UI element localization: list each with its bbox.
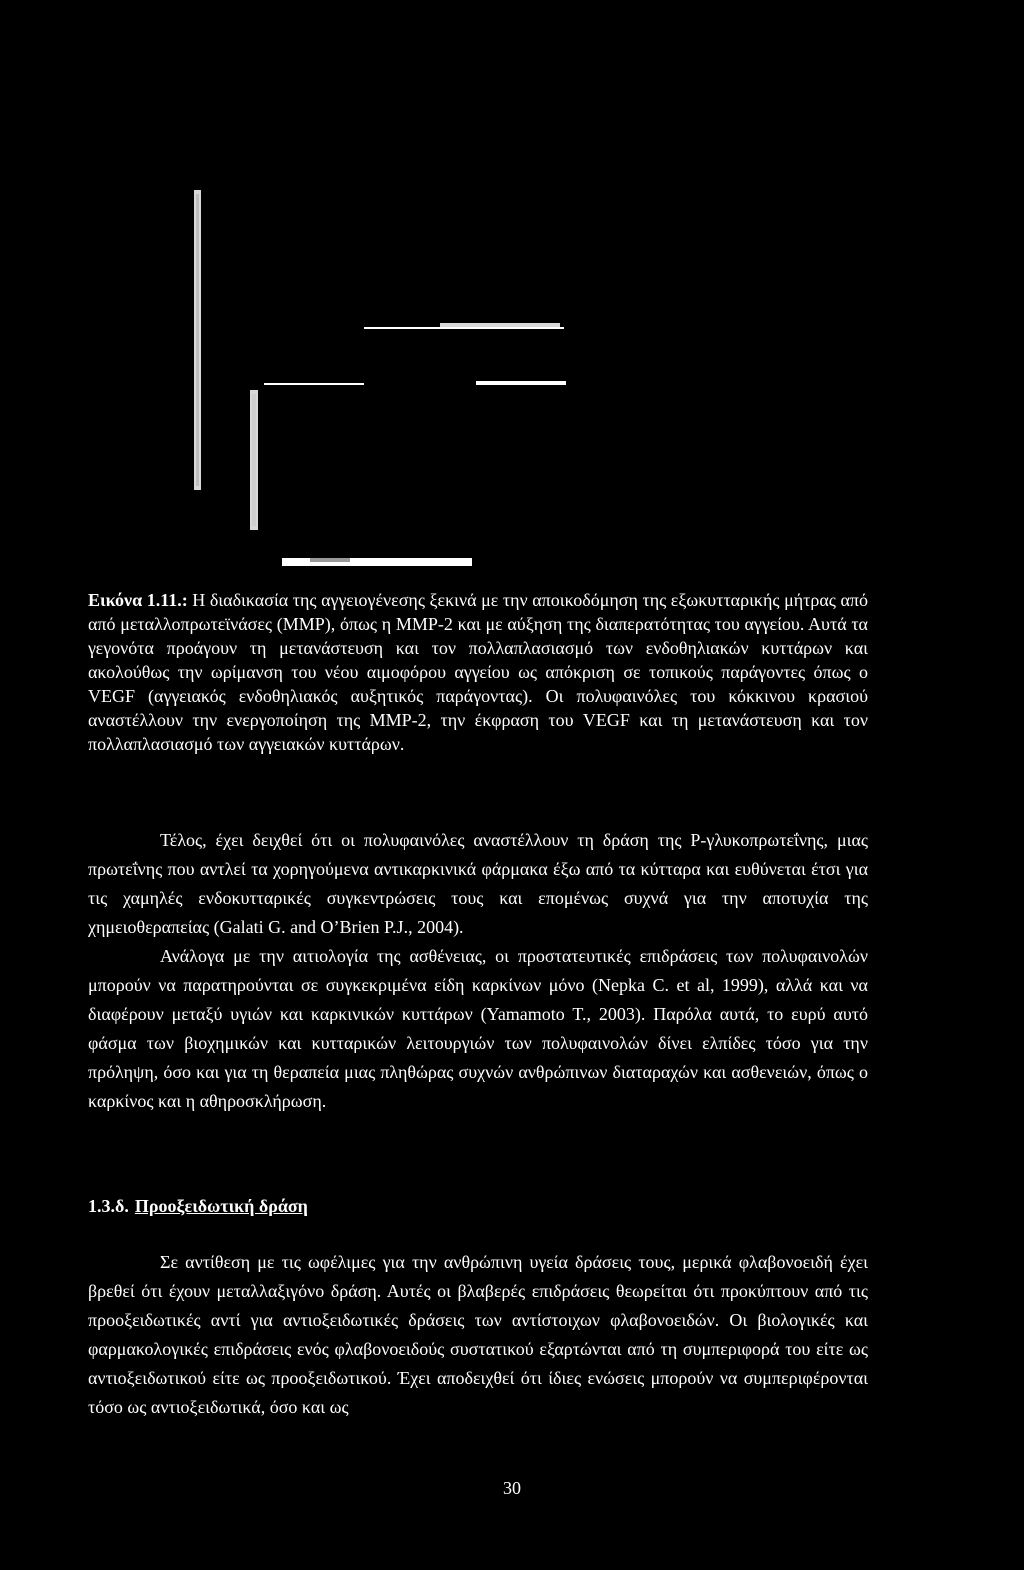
vertical-bar-inner-shade: [252, 394, 256, 526]
section-heading: [88, 1196, 308, 1217]
paragraph-1: Τέλος, έχει δειχθεί ότι οι πολυφαινόλες αναστέλλουν τη δράση της P-γλυκοπρωτεΐνης, μιας πρωτεΐνης που αντλεί τα χορηγούμενα αντικαρκινικά φάρμακα έξω από τα κύτταρα και ευθύνεται έτσι για τις χαμηλές ενδοκυτταρικές συγκεντρώσεις τους και επομένως συχνά για την αποτυχία της χημειοθεραπείας (Galati G. and O’Brien P.J., 2004).: [88, 830, 868, 937]
section-paragraph: Σε αντίθεση με τις ωφέλιμες για την ανθρώπινη υγεία δράσεις τους, μερικά φλαβονοειδή έχει βρεθεί ότι έχουν μεταλλαξιγόνο δράση. Αυτές οι βλαβερές επιδράσεις θεωρείται ότι προκύπτουν από τις προοξειδωτικές αντί για αντιοξειδωτικές δράσεις των αντίστοιχων φλαβονοειδών. Οι βιολογικές και φαρμακολογικές επιδράσεις ενός φλαβονοειδούς συστατικού εξαρτώνται από τη συμπεριφορά του είτε ως αντιοξειδωτικού είτε ως προοξειδωτικού. Έχει αποδειχθεί ότι ίδιες ενώσεις μπορούν να συμπεριφέρονται τόσο ως αντιοξειδωτικά, όσο και ως: [88, 1252, 868, 1417]
section-number: 1.3.δ.: [88, 1196, 129, 1216]
section-body: [88, 1248, 868, 1422]
page-number: 30: [503, 1478, 521, 1498]
figure-caption-text: Η διαδικασία της αγγειογένεσης ξεκινά με την αποικοδόμηση της εξωκυτταρικής μήτρας από από μεταλλοπρωτεϊνάσες (MMP), όπως η MMP-2 και με αύξηση της διαπερατότητας του αγγείου. Αυτά τα γεγονότα προάγουν τη μετανάστευση και τον πολλαπλασιασμό των ενδοθηλιακών κυττάρων και ακολούθως την ωρίμανση του νέου αιμοφόρου αγγείου ως απόκριση σε τοπικούς παράγοντες όπως ο VEGF (αγγειακός ενδοθηλιακός αυξητικός παράγοντας). Οι πολυφαινόλες του κόκκινου κρασιού αναστέλλουν την ενεργοποίηση της MMP-2, την έκφραση του VEGF και τη μετανάστευση και τον πολλαπλασιασμό των αγγειακών κυττάρων.: [88, 590, 869, 754]
section-title: Προοξειδωτική δράση: [134, 1196, 308, 1216]
horizontal-line-top: [364, 327, 564, 329]
vertical-bar-left-shade: [196, 194, 199, 486]
figure-remnant-graphic: [180, 180, 600, 580]
figure-caption: [88, 588, 868, 756]
figure-image: [180, 180, 600, 580]
body-text: [88, 826, 868, 1116]
horizontal-line-right: [476, 381, 566, 385]
horizontal-bar-bottom-shade: [310, 558, 350, 562]
figure-caption-label: Εικόνα 1.11.:: [88, 590, 188, 610]
horizontal-line-middle: [264, 383, 364, 385]
horizontal-line-top-noise: [440, 323, 560, 327]
paragraph-2: Ανάλογα με την αιτιολογία της ασθένειας, οι προστατευτικές επιδράσεις των πολυφαινολών μπορούν να παρατηρούνται σε συγκεκριμένα είδη καρκίνων μόνο (Nepka C. et al, 1999), αλλά και να διαφέρουν μεταξύ υγιών και καρκινικών κυττάρων (Yamamoto T., 2003). Παρόλα αυτά, το ευρύ αυτό φάσμα των βιοχημικών και κυτταρικών λειτουργιών των πολυφαινολών δίνει ελπίδες τόσο για την πρόληψη, όσο και για τη θεραπεία μιας πληθώρας συχνών ανθρώπινων διαταραχών και ασθενειών, όπως ο καρκίνος και η αθηροσκλήρωση.: [88, 946, 868, 1111]
